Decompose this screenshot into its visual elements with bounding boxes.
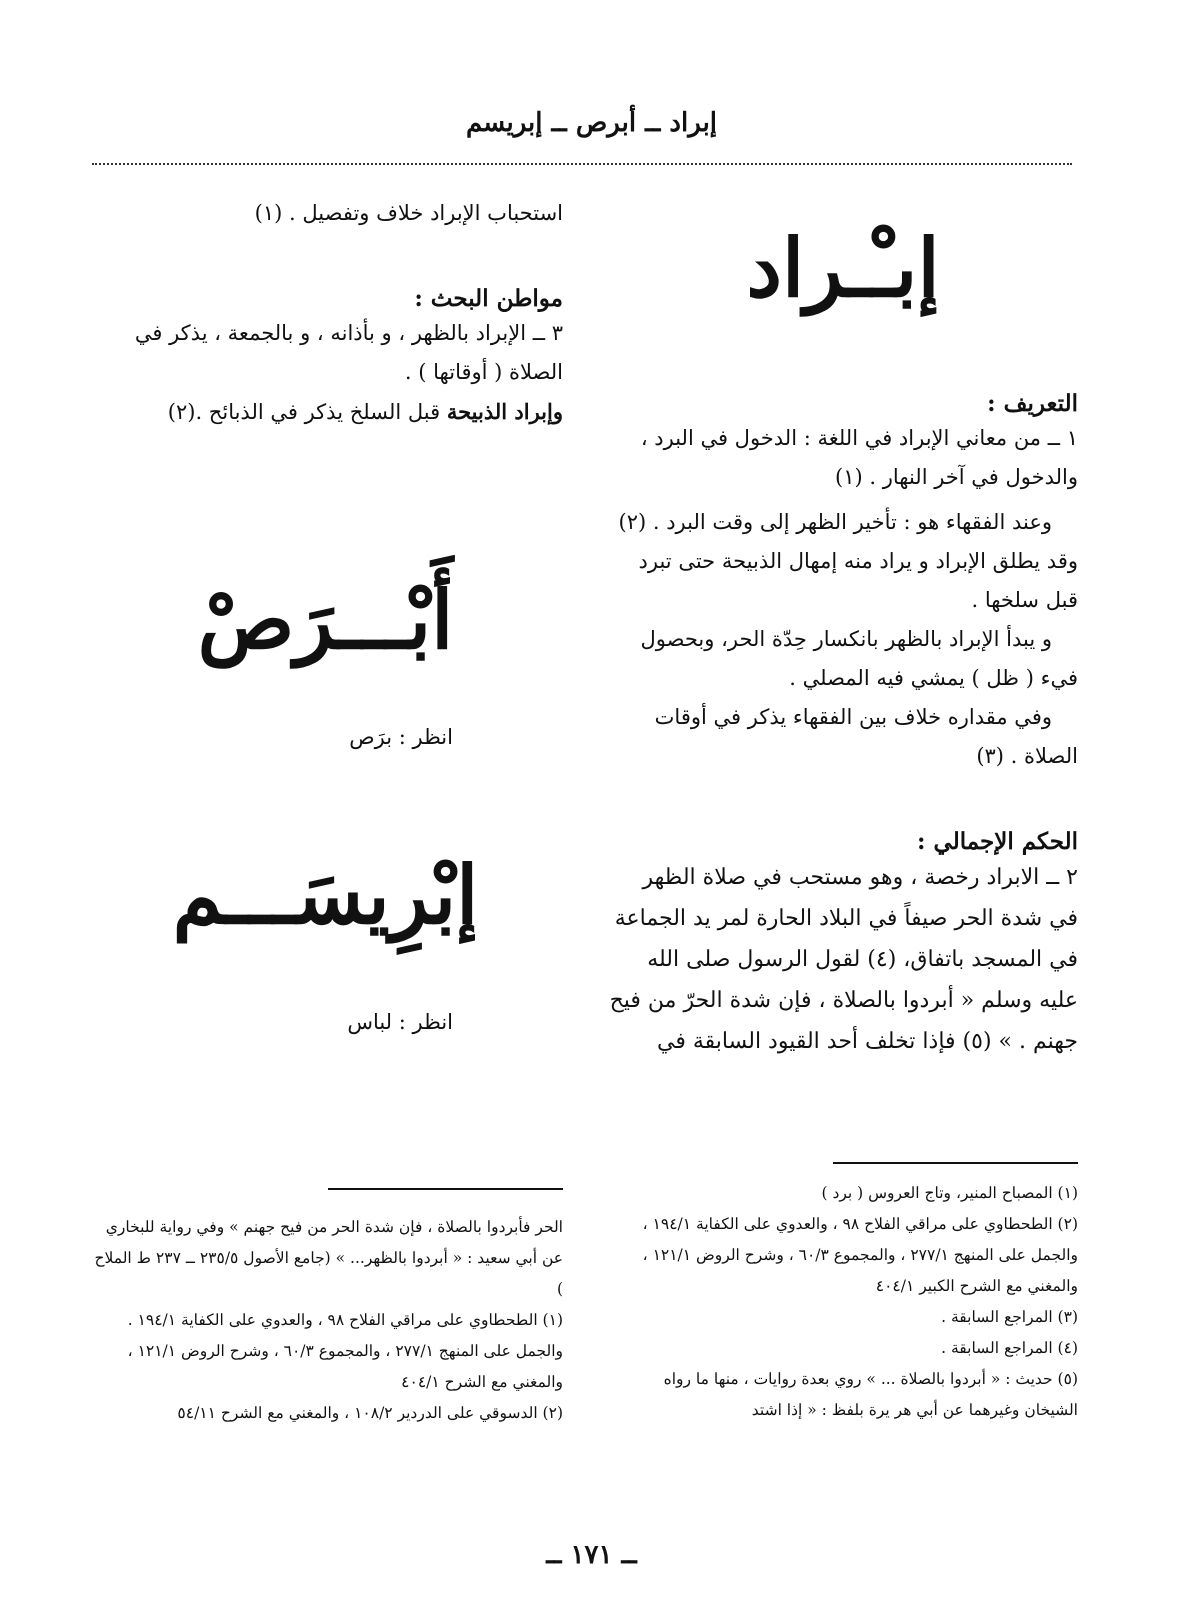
footnote-right-4: (٤) المراجع السابقة .	[941, 1339, 1078, 1357]
footnote-right-2: (٢) الطحطاوي على مراقي الفلاح ٩٨ ، والعدوي على الكفاية ١٩٤/١ ، والجمل على المنهج ٢٧٧/١ ، والمجموع ٦٠/٣ ، وشرح الروض ١٢١/١ ، والمغني مع الشرح الكبير ٤٠٤/١	[642, 1215, 1078, 1295]
header-divider	[92, 163, 1072, 165]
footnotes-right	[608, 1178, 1078, 1426]
footnote-left-1: الحر فأبردوا بالصلاة ، فإن شدة الحر من فيح جهنم » وفي رواية للبخاري عن أبي سعيد : « أبردوا بالظهر... » (جامع الأصول ٢٣٥/٥ ــ ٢٣٧ ط الملاح )	[94, 1218, 563, 1298]
left-column	[88, 180, 563, 1042]
footnote-left-3: (٢) الدسوقي على الدردير ١٠٨/٢ ، والمغني مع الشرح ٥٤/١١	[177, 1404, 563, 1422]
page-number: ــ ١٧١ ــ	[546, 1540, 637, 1570]
entry-title-ibrad: إبـْـراد	[746, 221, 940, 315]
entry-title-abras: أَبْـــرَصْ	[197, 573, 454, 667]
research-heading: مواطن البحث :	[414, 285, 563, 312]
definition-heading: التعريف :	[987, 390, 1078, 417]
paragraph-4: وفي مقداره خلاف بين الفقهاء يذكر في أوقات الصلاة . (٣)	[654, 705, 1078, 768]
entry-title-ibrisam: إبْرِيسَـــم	[172, 848, 479, 942]
footnote-divider-right	[833, 1162, 1078, 1164]
paragraph-1: ١ ــ من معاني الإبراد في اللغة : الدخول في البرد ، والدخول في آخر النهار . (١)	[640, 426, 1078, 489]
paragraph-5: ٢ ــ الابراد رخصة ، وهو مستحب في صلاة الظهر في شدة الحر صيفاً في البلاد الحارة لمر يد الجماعة في المسجد باتفاق، (٤) لقول الرسول صلى الله عليه وسلم « أبردوا بالصلاة ، فإن شدة الحرّ من فيح جهنم . » (٥) فإذا تخلف أحد القيود السابقة في	[609, 865, 1078, 1054]
footnote-right-1: (١) المصباح المنير، وتاج العروس ( برد )	[821, 1184, 1078, 1202]
slaughtered-animal-term: وإبراد الذبيحة	[446, 399, 563, 424]
right-column	[608, 180, 1078, 1062]
footnote-left-2: (١) الطحطاوي على مراقي الفلاح ٩٨ ، والعدوي على الكفاية ١٩٤/١ . والجمل على المنهج ٢٧٧/١ ، والمجموع ٦٠/٣ ، وشرح الروض ١٢١/١ ، والمغني مع الشرح ٤٠٤/١	[127, 1311, 563, 1391]
see-also-abras: انظر : برَص	[349, 725, 453, 749]
paragraph-2: وعند الفقهاء هو : تأخير الظهر إلى وقت البرد . (٢) وقد يطلق الإبراد و يراد منه إمهال الذبيحة حتى تبرد قبل سلخها .	[618, 510, 1078, 612]
paragraph-research-1: ٣ ــ الإبراد بالظهر ، و بأذانه ، و بالجمعة ، يذكر في الصلاة ( أوقاتها ) .	[134, 321, 563, 384]
paragraph-research-2	[88, 392, 563, 432]
footnote-right-5: (٥) حديث : « أبردوا بالصلاة ... » روي بعدة روايات ، منها ما رواه الشيخان وغيرهما عن أبي هر يرة بلفظ : « إذا اشتد	[663, 1370, 1078, 1419]
paragraph-3: و يبدأ الإبراد بالظهر بانكسار حِدّة الحر، وبحصول فيء ( ظل ) يمشي فيه المصلي .	[640, 627, 1078, 690]
footnote-divider-left	[328, 1188, 563, 1190]
ruling-heading: الحكم الإجمالي :	[917, 828, 1078, 855]
paragraph-research-2-rest: قبل السلخ يذكر في الذبائح .(٢)	[167, 400, 441, 424]
footnotes-left	[88, 1212, 563, 1429]
footnote-right-3: (٣) المراجع السابقة .	[941, 1308, 1078, 1326]
paragraph-continued: استحباب الإبراد خلاف وتفصيل . (١)	[254, 201, 563, 225]
page-header: إبراد ــ أبرص ــ إبريسم	[465, 108, 718, 138]
see-also-ibrisam: انظر : لباس	[347, 1010, 453, 1034]
